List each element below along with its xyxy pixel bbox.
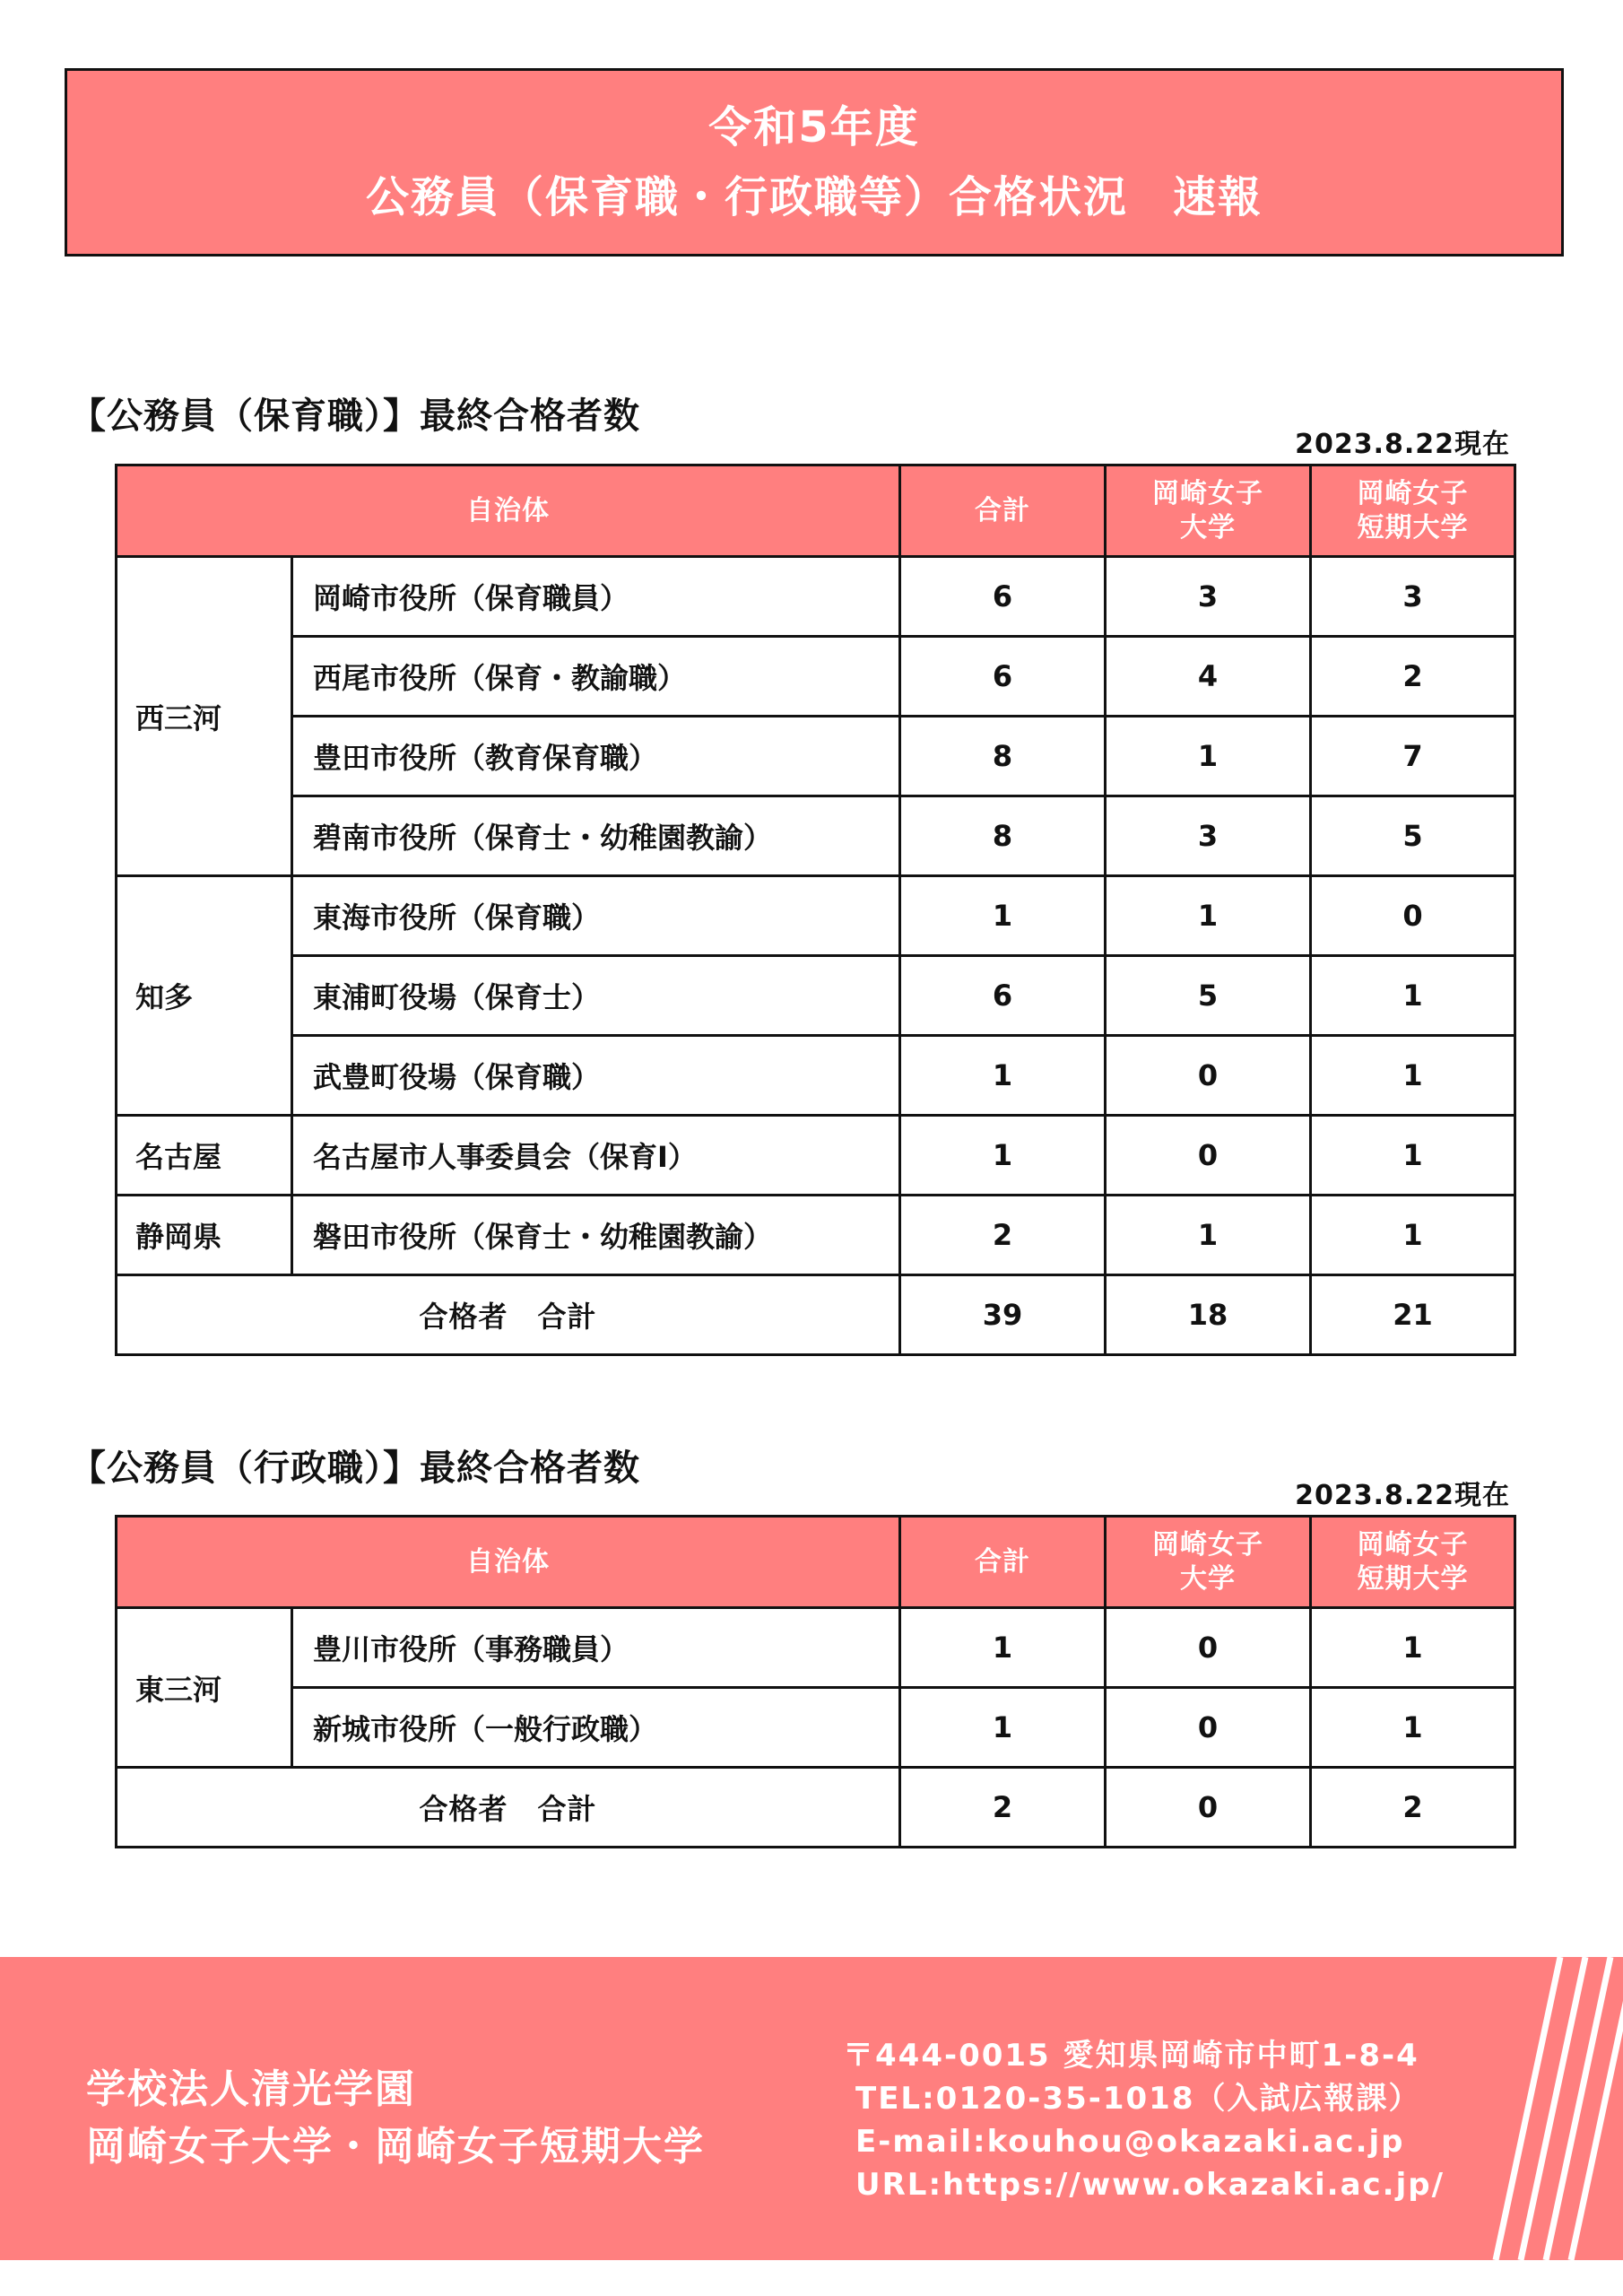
col-header-junior-college (1311, 465, 1515, 557)
university-cell: 3 (1106, 557, 1311, 637)
grand-total-cell: 39 (900, 1275, 1106, 1355)
col-header-university-line1: 岡崎女子 (1152, 1528, 1263, 1561)
university-cell: 1 (1106, 717, 1311, 796)
table-row (117, 1036, 1515, 1116)
junior-college-cell: 5 (1311, 796, 1515, 876)
junior-college-total-cell: 21 (1311, 1275, 1515, 1355)
region-cell: 静岡県 (117, 1196, 292, 1275)
footer-org-name: 学校法人清光学園 (86, 2066, 416, 2112)
table-row (117, 1688, 1515, 1768)
administrative-as-of-date: 2023.8.22現在 (1295, 1480, 1510, 1511)
col-header-junior-college-line1: 岡崎女子 (1357, 477, 1469, 509)
total-label-cell: 合格者 合計 (117, 1275, 900, 1355)
total-cell: 6 (900, 557, 1106, 637)
footer-school-names: 岡崎女子大学・岡崎女子短期大学 (86, 2124, 705, 2170)
col-header-university-line2: 大学 (1180, 1562, 1236, 1595)
col-header-municipality: 自治体 (117, 1517, 900, 1608)
col-header-junior-college (1311, 1517, 1515, 1608)
title-main: 公務員（保育職・行政職等）合格状況 速報 (365, 172, 1263, 222)
total-cell: 6 (900, 956, 1106, 1036)
footer-band (0, 1957, 1623, 2260)
university-total-cell: 18 (1106, 1275, 1311, 1355)
total-cell: 2 (900, 1196, 1106, 1275)
table-row (117, 876, 1515, 956)
col-header-total: 合計 (900, 465, 1106, 557)
municipality-cell: 西尾市役所（保育・教諭職） (292, 637, 900, 717)
col-header-university-line1: 岡崎女子 (1152, 477, 1263, 509)
childcare-results-table (115, 464, 1516, 1356)
footer-address: 〒444-0015 愛知県岡崎市中町1-8-4 (843, 2038, 1419, 2074)
university-cell: 3 (1106, 796, 1311, 876)
col-header-university (1106, 465, 1311, 557)
region-cell: 知多 (117, 876, 292, 1116)
table-row (117, 1196, 1515, 1275)
university-cell: 0 (1106, 1608, 1311, 1688)
municipality-cell: 東浦町役場（保育士） (292, 956, 900, 1036)
total-cell: 6 (900, 637, 1106, 717)
col-header-junior-college-line2: 短期大学 (1357, 1562, 1469, 1595)
junior-college-cell: 1 (1311, 1688, 1515, 1768)
municipality-cell: 武豊町役場（保育職） (292, 1036, 900, 1116)
childcare-heading: 【公務員（保育職）】最終合格者数 (70, 396, 640, 437)
junior-college-cell: 2 (1311, 637, 1515, 717)
footer-phone: TEL:0120-35-1018（入試広報課） (855, 2081, 1421, 2117)
table-header-row (117, 465, 1515, 557)
municipality-cell: 碧南市役所（保育士・幼稚園教諭） (292, 796, 900, 876)
table-total-row (117, 1768, 1515, 1848)
total-label-cell: 合格者 合計 (117, 1768, 900, 1848)
university-cell: 0 (1106, 1116, 1311, 1196)
col-header-total: 合計 (900, 1517, 1106, 1608)
region-cell: 西三河 (117, 557, 292, 876)
footer-url-link[interactable]: URL:https://www.okazaki.ac.jp/ (855, 2167, 1445, 2203)
municipality-cell: 名古屋市人事委員会（保育Ⅰ） (292, 1116, 900, 1196)
grand-total-cell: 2 (900, 1768, 1106, 1848)
municipality-cell: 豊田市役所（教育保育職） (292, 717, 900, 796)
col-header-junior-college-line1: 岡崎女子 (1357, 1528, 1469, 1561)
municipality-cell: 岡崎市役所（保育職員） (292, 557, 900, 637)
junior-college-cell: 7 (1311, 717, 1515, 796)
municipality-cell: 豊川市役所（事務職員） (292, 1608, 900, 1688)
col-header-university (1106, 1517, 1311, 1608)
table-row (117, 796, 1515, 876)
title-banner (65, 68, 1564, 257)
col-header-municipality: 自治体 (117, 465, 900, 557)
junior-college-cell: 1 (1311, 1036, 1515, 1116)
footer-organization (86, 2061, 705, 2176)
table-row (117, 637, 1515, 717)
total-cell: 1 (900, 1688, 1106, 1768)
total-cell: 1 (900, 876, 1106, 956)
col-header-junior-college-line2: 短期大学 (1357, 511, 1469, 544)
col-header-university-line2: 大学 (1180, 511, 1236, 544)
university-cell: 1 (1106, 1196, 1311, 1275)
total-cell: 8 (900, 717, 1106, 796)
table-total-row (117, 1275, 1515, 1355)
municipality-cell: 東海市役所（保育職） (292, 876, 900, 956)
junior-college-cell: 0 (1311, 876, 1515, 956)
table-row (117, 1608, 1515, 1688)
table-row (117, 1116, 1515, 1196)
university-cell: 0 (1106, 1036, 1311, 1116)
region-cell: 名古屋 (117, 1116, 292, 1196)
junior-college-cell: 1 (1311, 1196, 1515, 1275)
junior-college-cell: 1 (1311, 956, 1515, 1036)
footer-email-link[interactable]: E-mail:kouhou@okazaki.ac.jp (855, 2124, 1405, 2160)
junior-college-cell: 1 (1311, 1608, 1515, 1688)
junior-college-total-cell: 2 (1311, 1768, 1515, 1848)
university-total-cell: 0 (1106, 1768, 1311, 1848)
table-header-row (117, 1517, 1515, 1608)
decorative-stripes-icon (1488, 1957, 1623, 2260)
municipality-cell: 新城市役所（一般行政職） (292, 1688, 900, 1768)
region-cell: 東三河 (117, 1608, 292, 1768)
university-cell: 4 (1106, 637, 1311, 717)
table-row (117, 717, 1515, 796)
total-cell: 1 (900, 1036, 1106, 1116)
table-row (117, 956, 1515, 1036)
total-cell: 8 (900, 796, 1106, 876)
table-row (117, 557, 1515, 637)
university-cell: 0 (1106, 1688, 1311, 1768)
childcare-as-of-date: 2023.8.22現在 (1295, 429, 1510, 460)
total-cell: 1 (900, 1116, 1106, 1196)
junior-college-cell: 3 (1311, 557, 1515, 637)
administrative-results-table (115, 1515, 1516, 1848)
municipality-cell: 磐田市役所（保育士・幼稚園教諭） (292, 1196, 900, 1275)
footer-contact-info (843, 2034, 1445, 2206)
total-cell: 1 (900, 1608, 1106, 1688)
university-cell: 5 (1106, 956, 1311, 1036)
junior-college-cell: 1 (1311, 1116, 1515, 1196)
title-year: 令和5年度 (708, 102, 920, 152)
administrative-heading: 【公務員（行政職）】最終合格者数 (70, 1448, 640, 1489)
university-cell: 1 (1106, 876, 1311, 956)
